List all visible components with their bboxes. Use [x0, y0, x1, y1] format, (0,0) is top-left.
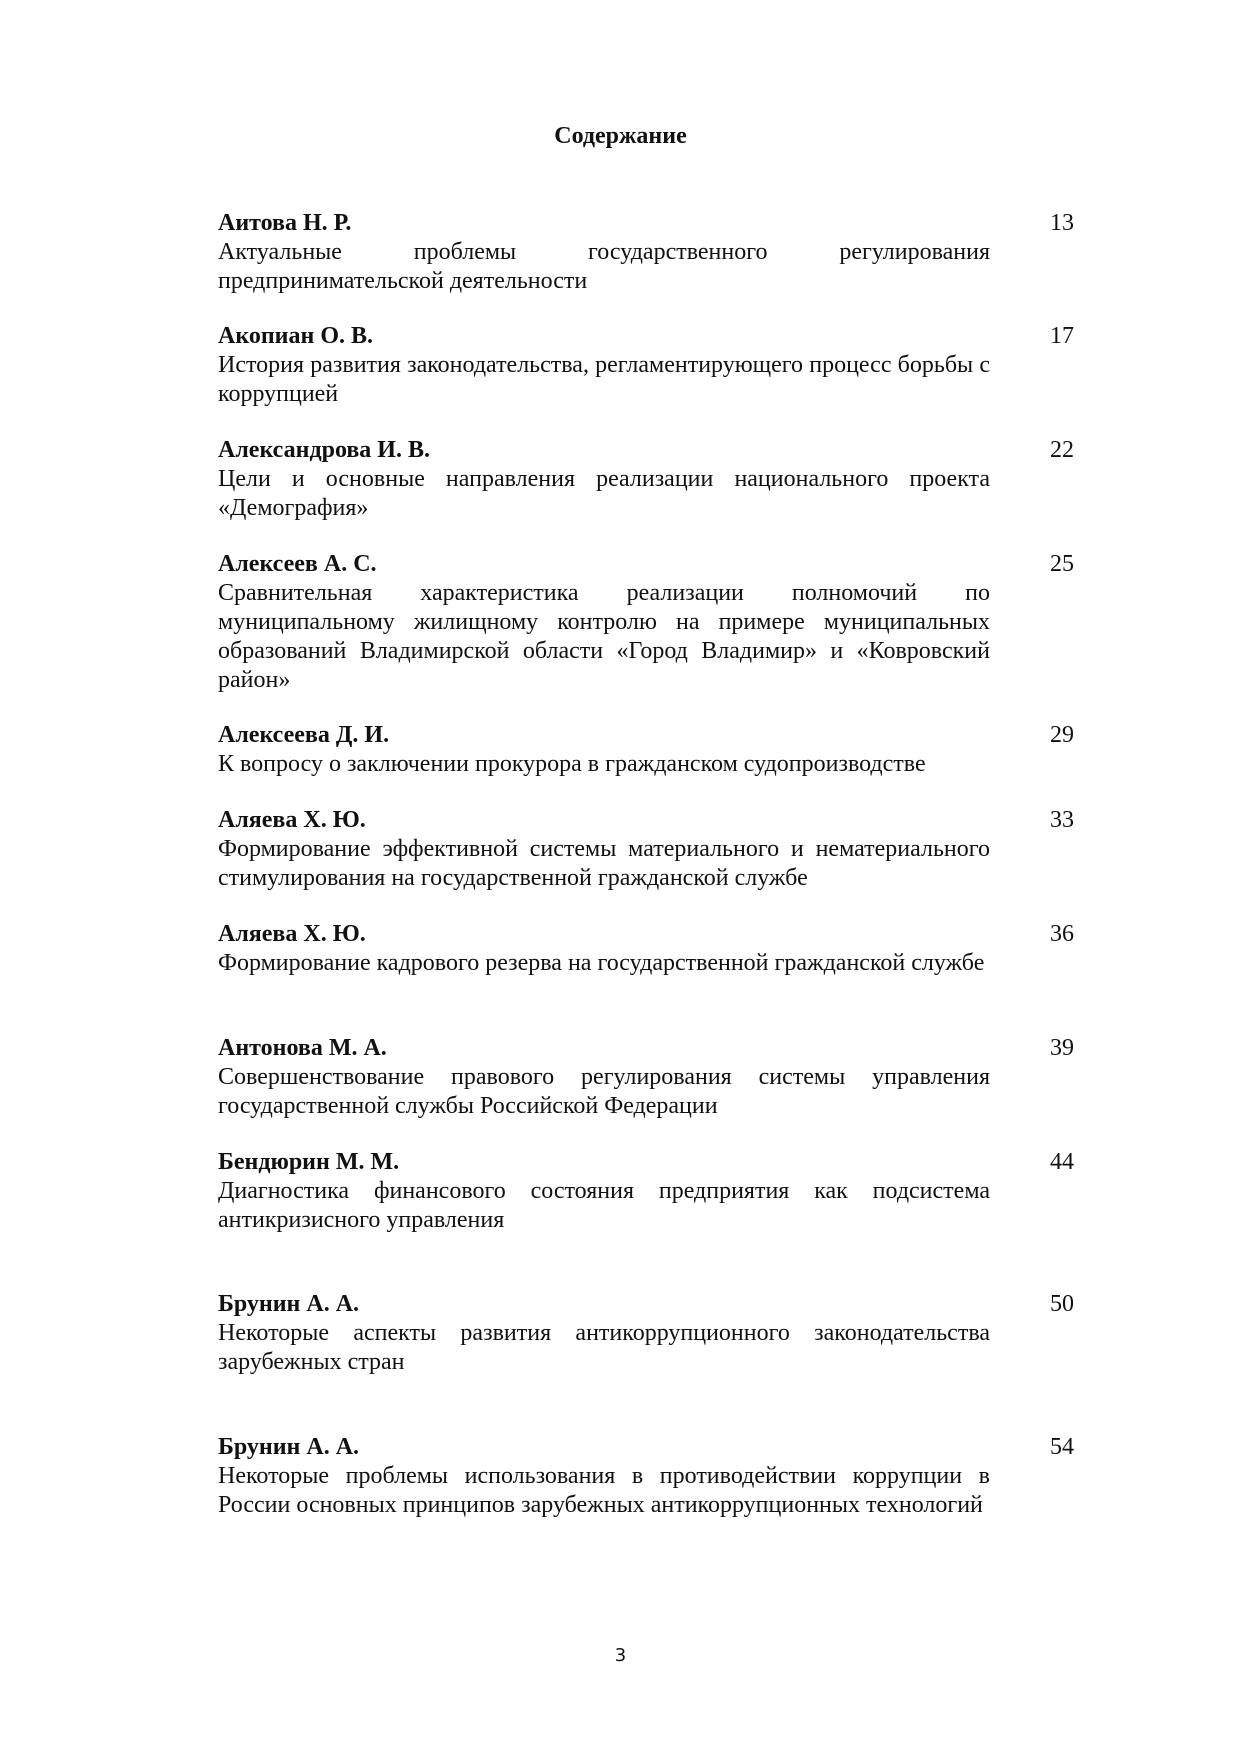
toc-entry-author: Антонова М. А. [218, 1035, 387, 1061]
toc-entry-page: 13 [1050, 210, 1074, 236]
toc-entry-title: История развития законодательства, регламентирующего процесс борьбы с коррупцией [218, 352, 990, 407]
toc-entry-page: 39 [1050, 1035, 1074, 1061]
toc-entry-author: Александрова И. В. [218, 437, 430, 463]
toc-entry-title: Сравнительная характеристика реализации полномочий по муниципальному жилищному контролю на примере муниципальных образований Владимирской области «Город Владимир» и «Ковровский район» [218, 580, 990, 693]
toc-entry [218, 806, 1074, 893]
toc-entry-page: 33 [1050, 807, 1074, 833]
toc-entry-page: 25 [1050, 551, 1074, 577]
toc-entry [218, 1148, 1074, 1235]
toc-entry-title: Диагностика финансового состояния предприятия как подсистема антикризисного управления [218, 1178, 990, 1233]
toc-entry [218, 209, 1074, 296]
toc-entry-title: Формирование кадрового резерва на государственной гражданской службе [218, 950, 985, 976]
toc-entry [218, 550, 1074, 695]
page-title: Содержание [554, 123, 687, 149]
toc-entry-author: Бендюрин М. М. [218, 1149, 400, 1175]
toc-entry-page: 17 [1050, 323, 1074, 349]
toc-entry-page: 50 [1050, 1291, 1074, 1317]
toc-entry-title: Некоторые аспекты развития антикоррупционного законодательства зарубежных стран [218, 1320, 990, 1375]
toc-entry-author: Аляева Х. Ю. [218, 921, 366, 947]
toc-entry-title: Формирование эффективной системы материального и нематериального стимулирования на государственной гражданской службе [218, 836, 990, 891]
toc-entry-title: Совершенствование правового регулирования системы управления государственной службы Российской Федерации [218, 1064, 990, 1119]
toc-entry [218, 721, 1074, 779]
toc-entry [218, 322, 1074, 409]
toc-entry-author: Алексеева Д. И. [218, 722, 390, 748]
page-number: 3 [614, 1645, 627, 1666]
toc-entry [218, 1433, 1074, 1520]
toc-entry-title: К вопросу о заключении прокурора в гражданском судопроизводстве [218, 751, 926, 777]
toc-entry-author: Аитова Н. Р. [218, 210, 352, 236]
toc-entry-author: Аляева Х. Ю. [218, 807, 366, 833]
toc-entry-title: Цели и основные направления реализации национального проекта «Демография» [218, 466, 990, 521]
toc-entry-title: Актуальные проблемы государственного регулирования предпринимательской деятельности [218, 239, 990, 294]
toc-entry-title: Некоторые проблемы использования в противодействии коррупции в России основных принципов зарубежных антикоррупционных технологий [218, 1463, 990, 1518]
toc-entry-author: Алексеев А. С. [218, 551, 377, 577]
toc-entry-author: Брунин А. А. [218, 1434, 360, 1460]
toc-entry [218, 920, 1074, 978]
toc-entry [218, 1290, 1074, 1377]
toc-entry [218, 1034, 1074, 1121]
toc-entry-page: 29 [1050, 722, 1074, 748]
toc-entry-author: Брунин А. А. [218, 1291, 360, 1317]
toc-entry-page: 54 [1050, 1434, 1074, 1460]
toc-entry [218, 436, 1074, 523]
toc-entry-author: Акопиан О. В. [218, 323, 374, 349]
toc-entry-page: 44 [1050, 1149, 1074, 1175]
toc-entry-page: 22 [1050, 437, 1074, 463]
toc-entry-page: 36 [1050, 921, 1074, 947]
